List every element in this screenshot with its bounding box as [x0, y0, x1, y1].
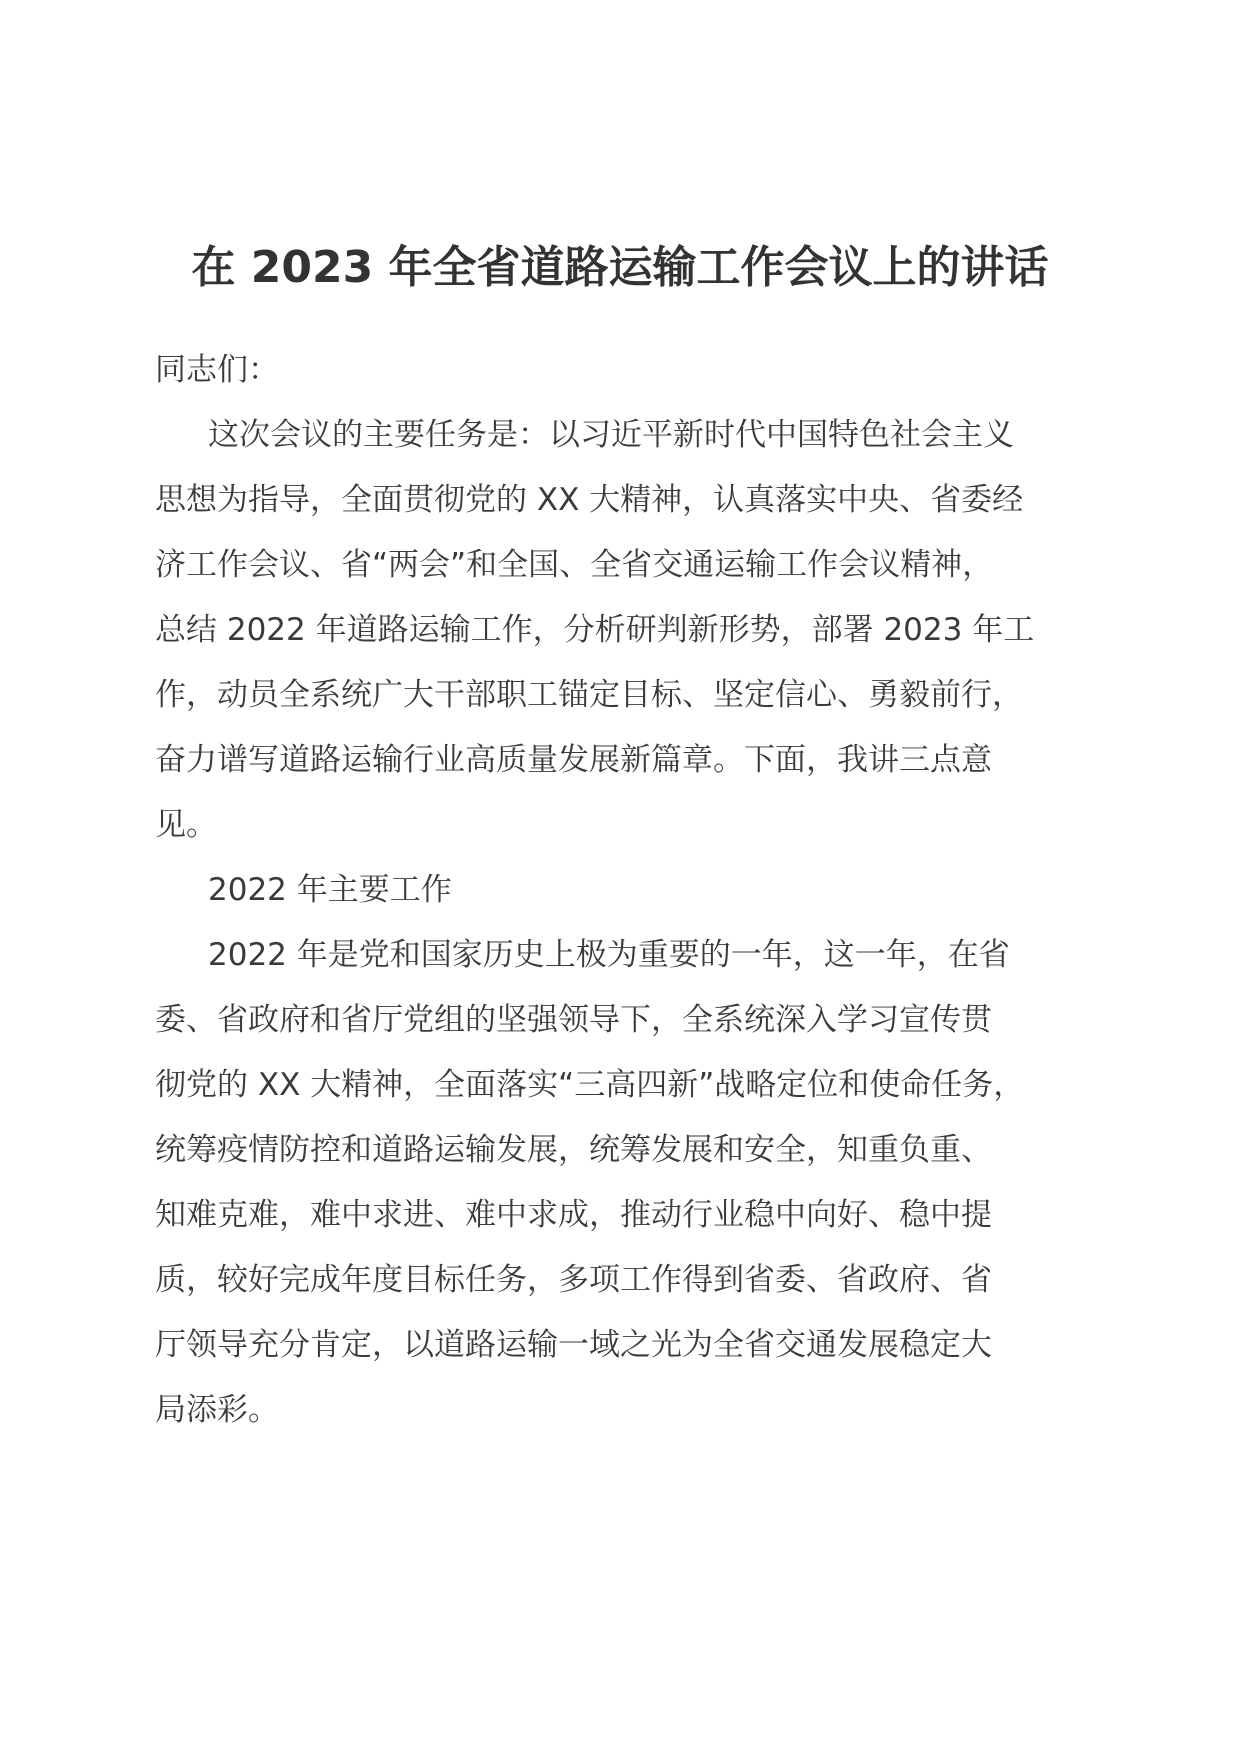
- salutation: 同志们：: [155, 352, 279, 388]
- paragraph-line: 见。: [155, 807, 217, 843]
- paragraph-line: 彻党的 XX 大精神，全面落实“三高四新”战略定位和使命任务，: [155, 1067, 1025, 1103]
- document-title: 在 2023 年全省道路运输工作会议上的讲话: [191, 242, 1049, 293]
- paragraph-line: 总结 2022 年道路运输工作，分析研判新形势，部署 2023 年工: [155, 612, 1035, 648]
- paragraph-line: 这次会议的主要任务是：以习近平新时代中国特色社会主义: [208, 417, 1014, 453]
- paragraph-line: 知难克难，难中求进、难中求成，推动行业稳中向好、稳中提: [155, 1197, 992, 1233]
- paragraph-line: 统筹疫情防控和道路运输发展，统筹发展和安全，知重负重、: [155, 1132, 992, 1168]
- paragraph-line: 济工作会议、省“两会”和全国、全省交通运输工作会议精神，: [155, 547, 994, 583]
- paragraph-line: 作，动员全系统广大干部职工锚定目标、坚定信心、勇毅前行，: [155, 677, 1023, 713]
- paragraph-intro: [155, 403, 1120, 858]
- paragraph-line: 2022 年是党和国家历史上极为重要的一年，这一年，在省: [208, 937, 1010, 973]
- paragraph-line: 奋力谱写道路运输行业高质量发展新篇章。下面，我讲三点意: [155, 742, 992, 778]
- paragraph-line: 质，较好完成年度目标任务，多项工作得到省委、省政府、省: [155, 1262, 992, 1298]
- paragraph-line: 局添彩。: [155, 1392, 279, 1428]
- document-body: [155, 338, 1120, 1443]
- paragraph-line: 思想为指导，全面贯彻党的 XX 大精神，认真落实中央、省委经: [155, 482, 1024, 518]
- paragraph-line: 厅领导充分肯定，以道路运输一域之光为全省交通发展稳定大: [155, 1327, 992, 1363]
- paragraph-line: 委、省政府和省厅党组的坚强领导下，全系统深入学习宣传贯: [155, 1002, 992, 1038]
- paragraph-review: [155, 923, 1120, 1443]
- section-heading: 2022 年主要工作: [208, 872, 452, 908]
